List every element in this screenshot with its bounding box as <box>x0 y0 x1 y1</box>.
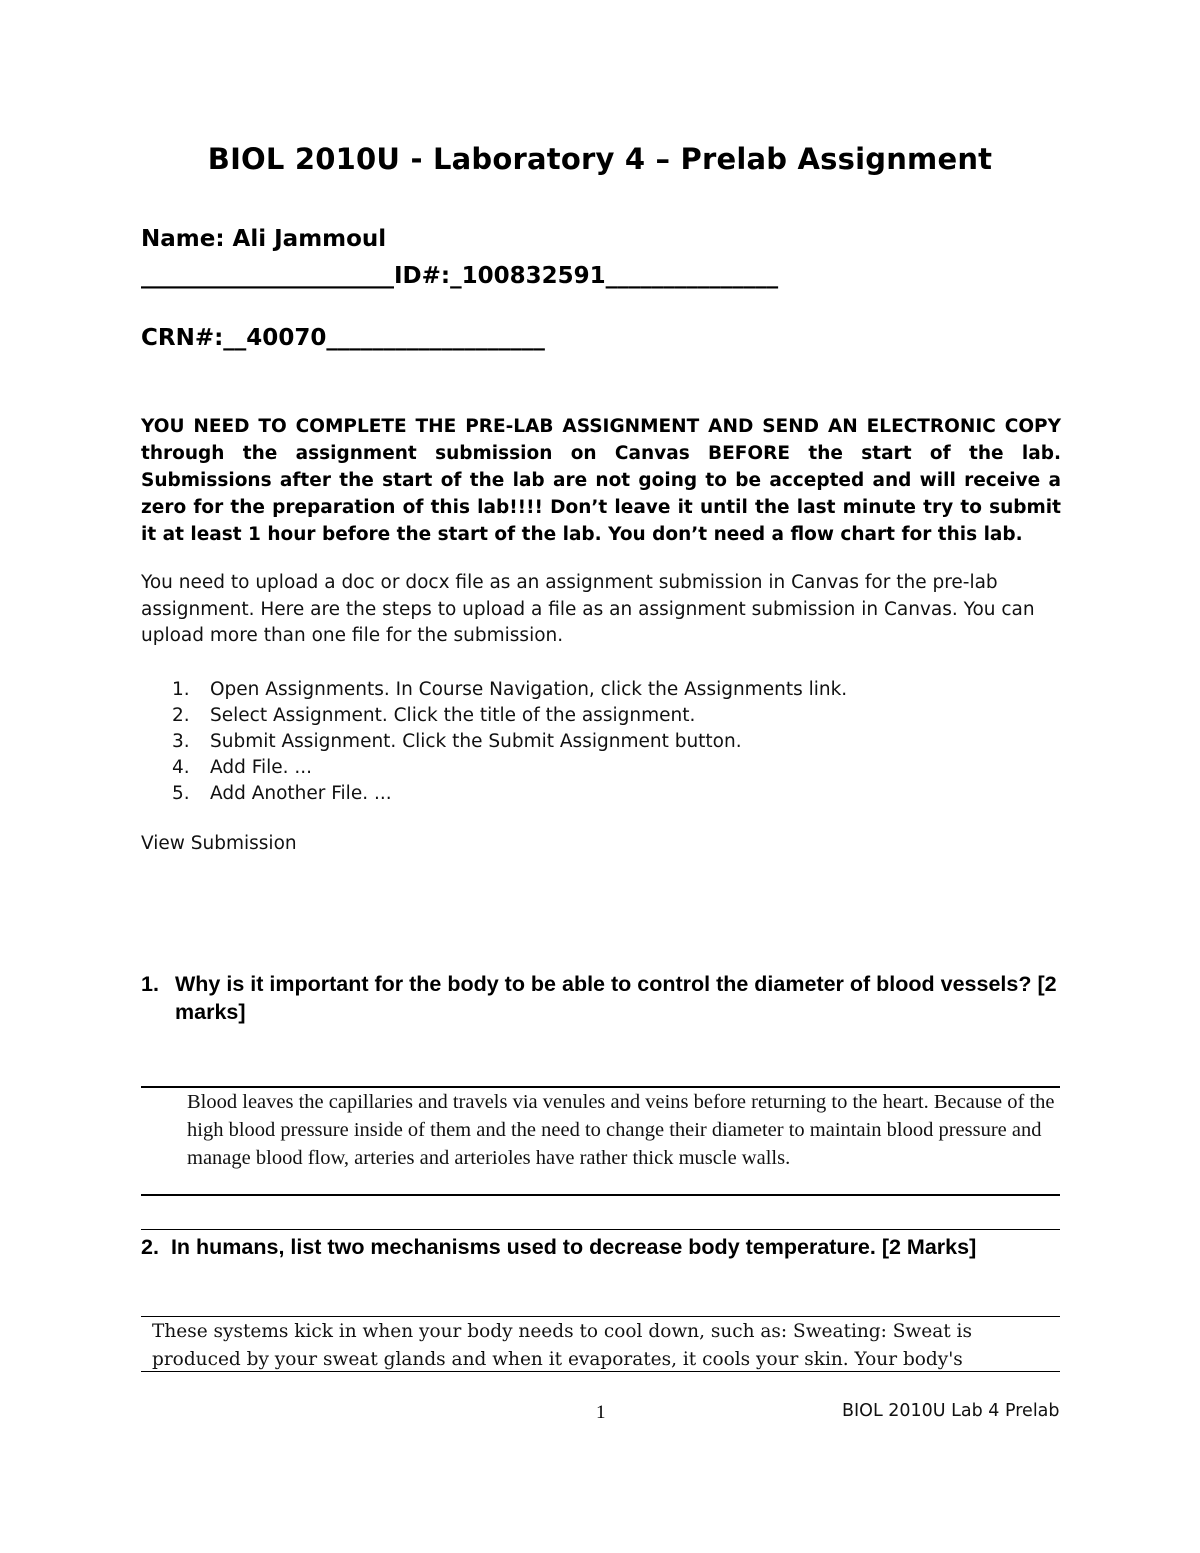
list-item <box>172 729 847 755</box>
upload-instructions: You need to upload a doc or docx file as an assignment submission in Canvas for the pre-lab assignment. Here are the steps to upload a file as an assignment submission in Canvas. You can upload more than one file for the submission. <box>141 572 1035 646</box>
student-name: Name: Ali Jammoul <box>141 226 387 252</box>
step-text: Add Another File. ... <box>210 783 392 804</box>
answer-1-text: Blood leaves the capillaries and travels via venules and veins before returning to the heart. Because of the high blood pressure inside of them and the need to change their diameter to maintain blood pressure and manage blood flow, arteries and arterioles have rather thick muscle walls. <box>187 1091 1055 1169</box>
submission-notice: YOU NEED TO COMPLETE THE PRE-LAB ASSIGNMENT AND SEND AN ELECTRONIC COPY through the assignment submission on Canvas BEFORE the start of the lab. Submissions after the start of the lab are not going to be accepted and will receive a zero for the preparation of this lab!!!! Don’t leave it until the last minute try to submit it at least 1 hour before the start of the lab. You don’t need a flow chart for this lab. <box>141 416 1061 545</box>
page-title: BIOL 2010U - Laboratory 4 – Prelab Assignment <box>207 142 993 176</box>
answer-1-bottom-rule <box>141 1194 1060 1196</box>
step-text: Submit Assignment. Click the Submit Assignment button. <box>210 731 742 752</box>
step-number: 1. <box>172 679 190 700</box>
answer-2-top-rule <box>141 1316 1060 1317</box>
list-item <box>172 703 847 729</box>
step-text: Open Assignments. In Course Navigation, click the Assignments link. <box>210 679 848 700</box>
step-number: 2. <box>172 705 190 726</box>
step-number: 4. <box>172 757 190 778</box>
question-1 <box>141 970 1071 1026</box>
step-number: 5. <box>172 783 190 804</box>
question-2-top-rule <box>141 1229 1060 1230</box>
footer-running-title: BIOL 2010U Lab 4 Prelab <box>842 1401 1060 1421</box>
answer-2-bottom-rule <box>141 1371 1060 1372</box>
question-2 <box>141 1233 976 1261</box>
student-id: ______________________ID#:_100832591_______________ <box>141 263 779 289</box>
question-text: In humans, list two mechanisms used to decrease body temperature. [2 Marks] <box>170 1235 977 1259</box>
question-number: 1. <box>141 972 159 996</box>
step-text: Select Assignment. Click the title of the assignment. <box>210 705 696 726</box>
upload-steps-list <box>172 677 847 807</box>
list-item <box>172 755 847 781</box>
footer-page-number: 1 <box>596 1402 606 1423</box>
list-item <box>172 781 847 807</box>
question-number: 2. <box>141 1235 159 1259</box>
step-text: Add File. ... <box>210 757 313 778</box>
answer-2-text: These systems kick in when your body needs to cool down, such as: Sweating: Sweat is produced by your sweat glands and when it evaporates, it cools your skin. Your body's <box>152 1321 972 1370</box>
view-submission-text: View Submission <box>141 833 297 854</box>
question-text: Why is it important for the body to be able to control the diameter of blood vessels? [2 marks] <box>175 972 1057 1024</box>
list-item <box>172 677 847 703</box>
course-crn: CRN#:__40070___________________ <box>141 325 545 351</box>
step-number: 3. <box>172 731 190 752</box>
